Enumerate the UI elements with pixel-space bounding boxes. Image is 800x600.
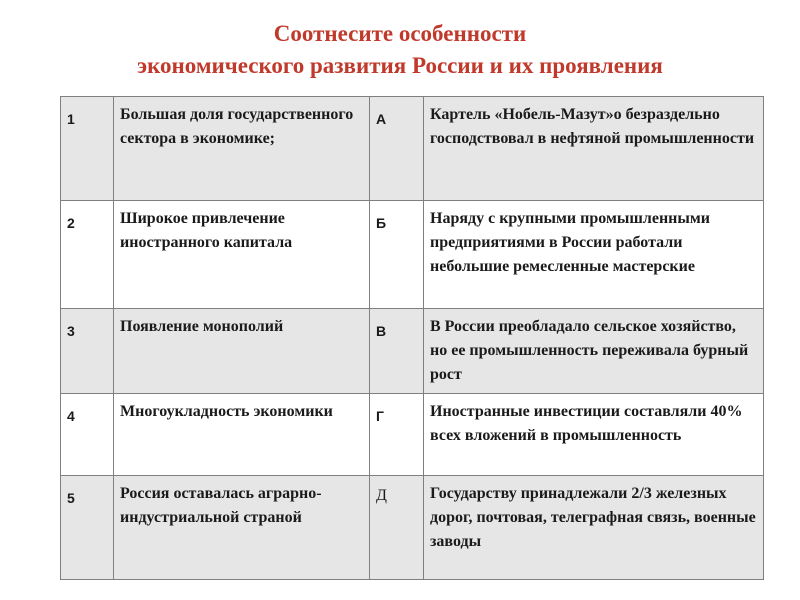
- feature-cell: Появление монополий: [114, 309, 370, 394]
- table-row: [61, 476, 764, 580]
- row-number: 3: [61, 309, 114, 394]
- row-letter: Г: [370, 394, 424, 476]
- table-row: [61, 394, 764, 476]
- manifestation-cell: Наряду с крупными промышленными предприятиями в России работали небольшие ремесленные мастерские: [424, 201, 764, 309]
- table-row: [61, 201, 764, 309]
- row-letter: Б: [370, 201, 424, 309]
- row-number: 4: [61, 394, 114, 476]
- title-line-2: экономического развития России и их проявления: [137, 53, 663, 78]
- manifestation-cell: В России преобладало сельское хозяйство, но ее промышленность переживала бурный рост: [424, 309, 764, 394]
- row-letter: А: [370, 97, 424, 201]
- row-letter: В: [370, 309, 424, 394]
- feature-cell: Широкое привлечение иностранного капитала: [114, 201, 370, 309]
- row-number: 2: [61, 201, 114, 309]
- table-row: [61, 309, 764, 394]
- matching-table: [60, 96, 764, 580]
- feature-cell: Многоукладность экономики: [114, 394, 370, 476]
- feature-cell: Россия оставалась аграрно-индустриальной страной: [114, 476, 370, 580]
- feature-cell: Большая доля государственного сектора в экономике;: [114, 97, 370, 201]
- row-number: 5: [61, 476, 114, 580]
- manifestation-cell: Иностранные инвестиции составляли 40% всех вложений в промышленность: [424, 394, 764, 476]
- row-number: 1: [61, 97, 114, 201]
- table-row: [61, 97, 764, 201]
- row-letter: Д: [370, 476, 424, 580]
- title-line-1: Соотнесите особенности: [273, 21, 527, 46]
- manifestation-cell: Картель «Нобель-Мазут»о безраздельно господствовал в нефтяной промышленности: [424, 97, 764, 201]
- manifestation-cell: Государству принадлежали 2/3 железных дорог, почтовая, телеграфная связь, военные заводы: [424, 476, 764, 580]
- page-title: [0, 18, 800, 82]
